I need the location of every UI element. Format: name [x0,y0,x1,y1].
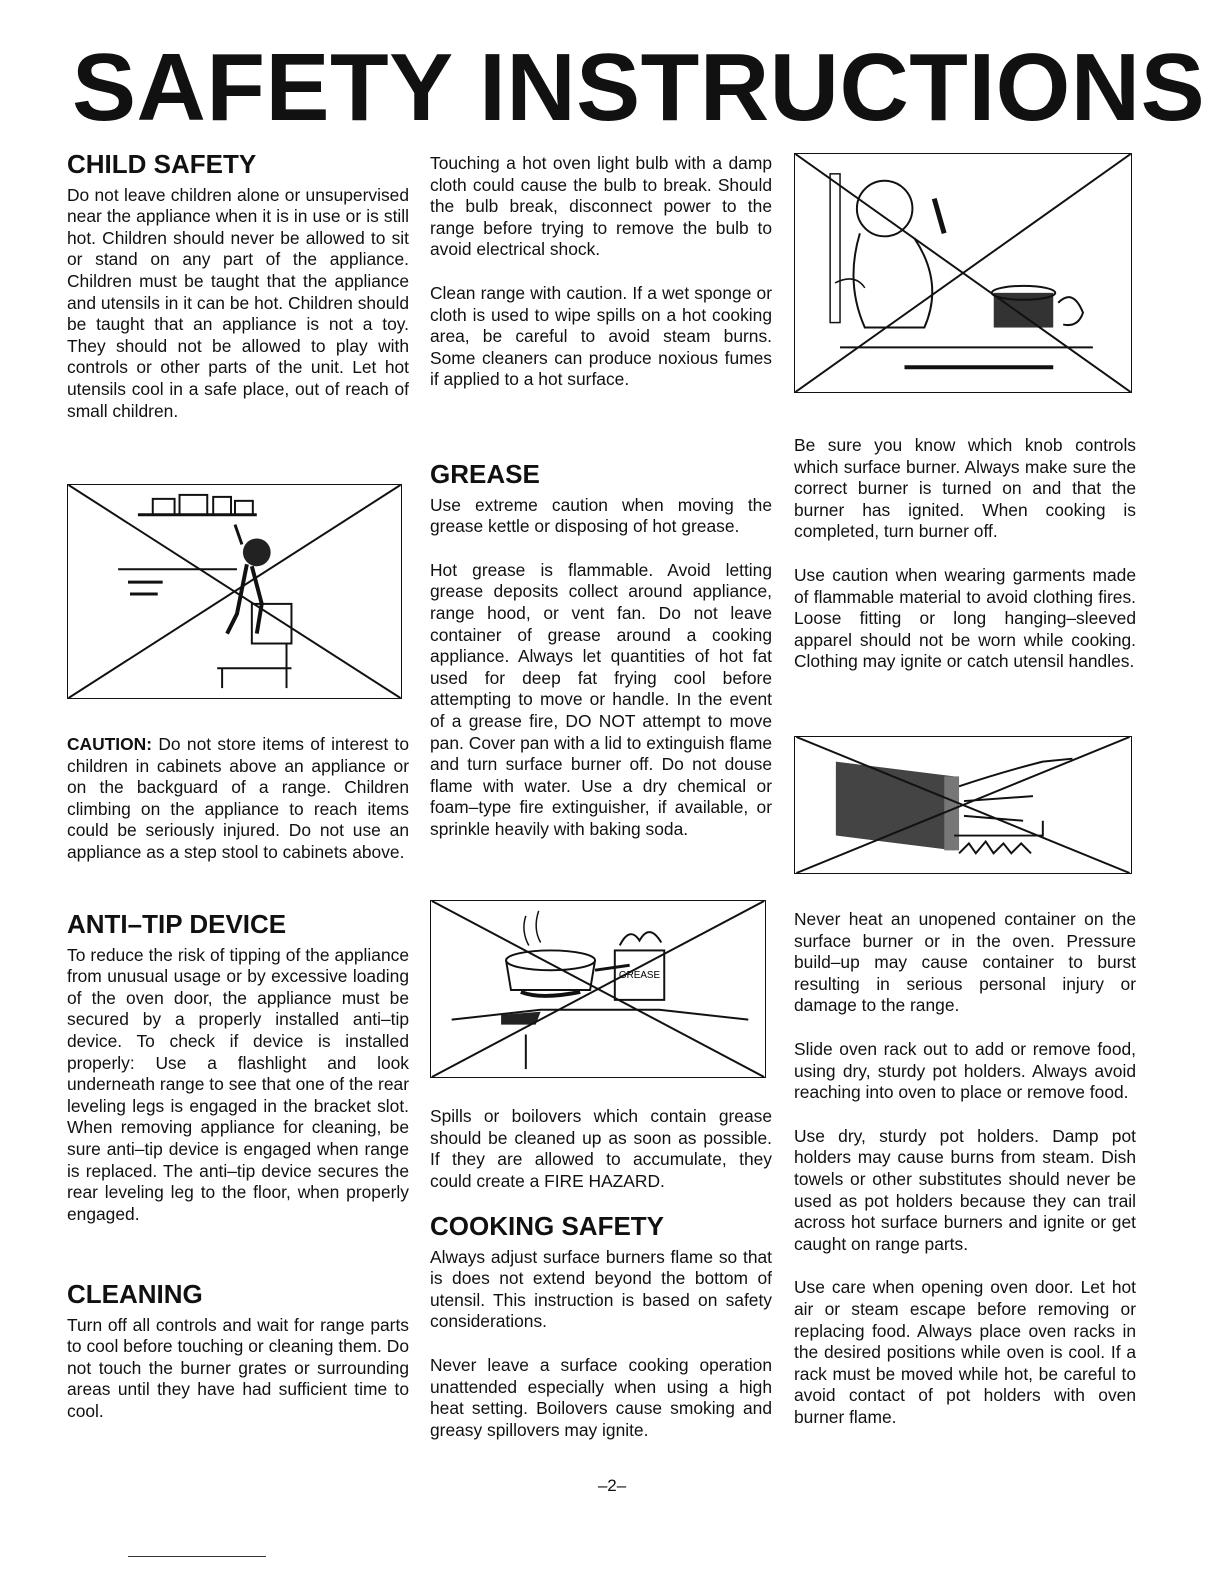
bulb-section [430,153,772,391]
spills-section [430,1106,772,1192]
caution-label: CAUTION: [67,734,153,754]
column3-text-upper [794,435,1136,673]
anti-tip-heading: ANTI–TIP DEVICE [67,909,287,939]
sleeve-over-burner-illustration [795,737,1131,873]
cleaning-heading: CLEANING [67,1279,203,1309]
anti-tip-body: To reduce the risk of tipping of the appliance from unusual usage or by excessive loading of the oven door, the appliance must be secured by a properly installed anti–tip device. To check if device is installed properly: Use a flashlight and look underneath range to see that one of the rear leveling legs is engaged in the bracket slot. When removing appliance for cleaning, be sure anti–tip device is engaged when range is replaced. The anti–tip device secures the rear leveling leg to the floor, when properly engaged. [67,944,409,1224]
cooking-safety-text-1: Always adjust surface burners flame so that is does not extend beyond the bottom of utensil. This instruction is based on safety considerations. [430,1246,772,1332]
grease-pot-illustration [431,901,765,1077]
pot-holders-text: Use dry, sturdy pot holders. Damp pot holders may cause burns from steam. Dish towels or other substitutes should never be used as pot holders because they can trail across hot surface burners and ignite or get caught on range parts. [794,1125,1136,1254]
sleeve-fire-figure [794,736,1132,874]
footer-rule [128,1556,266,1557]
child-climbing-illustration [68,485,401,698]
knob-control-text: Be sure you know which knob controls which surface burner. Always make sure the correct burner is turned on and that the burner has ignited. When cooking is completed, turn burner off. [794,435,1136,542]
grease-text-2: Hot grease is flammable. Avoid letting grease deposits collect around appliance, range hood, or vent fan. Do not leave container of grease around a cooking appliance. Always let quantities of hot fat used for deep fat frying cool before attempting to move or handle. In the event of a grease fire, DO NOT attempt to move pan. Cover pan with a lid to extinguish flame and turn surface burner off. Do not douse flame with water. Use a dry chemical or foam–type fire extinguisher, if available, or sprinkle heavily with baking soda. [430,559,772,839]
clean-range-text: Clean range with caution. If a wet sponge or cloth is used to wipe spills on a hot cooking area, be careful to avoid steam burns. Some cleaners can produce noxious fumes if applied to a hot surface. [430,282,772,390]
grease-text-3: Spills or boilovers which contain grease should be cleaned up as soon as possible. If they are allowed to accumulate, they could create a FIRE HAZARD. [430,1106,772,1191]
grease-can-label: GREASE [618,970,661,982]
grease-section [430,460,772,841]
bulb-text: Touching a hot oven light bulb with a damp cloth could cause the bulb to break. Should the bulb break, disconnect power to the range before trying to remove the bulb to avoid electrical shock. [430,153,772,260]
grease-heading: GREASE [430,459,540,489]
page-title: SAFETY INSTRUCTIONS [72,34,1206,141]
cleaning-body: Turn off all controls and wait for range parts to cool before touching or cleaning them. Do not touch the burner grates or surrounding areas until they have had sufficient time to cool. [67,1314,409,1421]
page-number: –2– [597,1476,627,1495]
grease-text-1: Use extreme caution when moving the grease kettle or disposing of hot grease. [430,494,772,537]
cooking-safety-text-2: Never leave a surface cooking operation unattended especially when using a high heat setting. Boilovers cause smoking and greasy spillovers may ignite. [430,1354,772,1440]
cleaning-section [67,1280,409,1423]
child-safety-body: Do not leave children alone or unsupervised near the appliance when it is in use or is still hot. Children should never be allowed to sit or stand on any part of the appliance. Children must be taught that the appliance and utensils in it can be hot. Children should be taught that an appliance is not a toy. They should not be allowed to play with controls or other parts of the unit. Let hot utensils cool in a safe place, out of reach of small children. [67,184,409,421]
child-safety-section [67,150,409,422]
unopened-container-text: Never heat an unopened container on the surface burner or in the oven. Pressure build–up may cause container to burst resulting in serious personal injury or damage to the range. [794,909,1136,1016]
child-climbing-figure [67,484,402,699]
child-safety-heading: CHILD SAFETY [67,149,257,179]
caution-section [67,734,409,864]
oven-rack-text: Slide oven rack out to add or remove food, using dry, sturdy pot holders. Always avoid reaching into oven to place or remove food. [794,1038,1136,1103]
garments-text: Use caution when wearing garments made of flammable material to avoid clothing fires. Loose fitting or long hanging–sleeved apparel should not be worn while cooking. Clothing may ignite or catch utensil handles. [794,564,1136,672]
column3-text-lower [794,909,1136,1428]
anti-tip-section [67,910,409,1225]
grease-fire-figure [430,900,766,1078]
cooking-safety-section [430,1212,772,1441]
child-near-stove-illustration [795,154,1131,392]
boiling-pot-figure [794,153,1132,393]
caution-body: Do not store items of interest to children in cabinets above an appliance or on the backguard of a range. Children climbing on the appliance to reach items could be seriously injured. Do not use an appliance as a step stool to cabinets above. [67,734,409,862]
oven-door-text: Use care when opening oven door. Let hot air or steam escape before removing or replacing food. Always place oven racks in the desired positions while oven is cool. If a rack must be moved while hot, be careful to avoid contact of pot holders with oven burner flame. [794,1277,1136,1427]
cooking-safety-heading: COOKING SAFETY [430,1211,665,1241]
